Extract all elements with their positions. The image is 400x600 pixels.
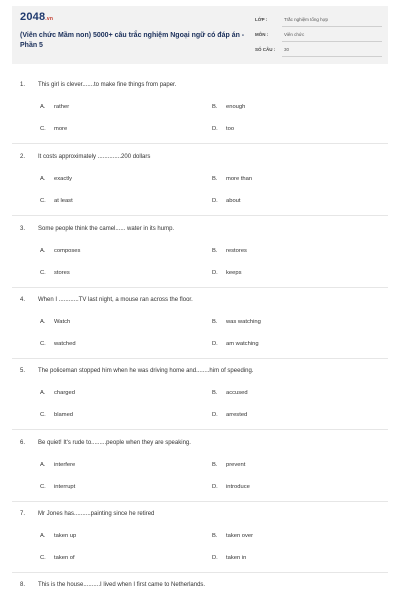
question-divider [12, 572, 388, 573]
document-title: (Viên chức Mầm non) 5000+ câu trắc nghiệm Ngoại ngữ có đáp án - Phần 5 [20, 32, 245, 49]
meta-class-label: LỚP : [255, 17, 268, 22]
meta-count-value: 30 [284, 47, 290, 52]
option-a[interactable]: A. rather [40, 104, 70, 110]
logo-suffix-text: .vn [45, 16, 54, 22]
question-number: 3. [20, 226, 26, 232]
question-text: It costs approximately ..............200 dollars [38, 154, 151, 160]
option-c[interactable]: C. more [40, 126, 68, 132]
question-divider [12, 143, 388, 144]
question-text: When I ............TV last night, a mouse ran across the floor. [38, 297, 193, 303]
option-a[interactable]: A. Watch [40, 319, 71, 325]
option-d[interactable]: D. taken in [212, 555, 247, 561]
option-c[interactable]: C. taken of [40, 555, 75, 561]
question-divider [12, 215, 388, 216]
option-c[interactable]: C. stores [40, 270, 70, 276]
option-a[interactable]: A. composes [40, 248, 81, 254]
question-number: 8. [20, 582, 26, 588]
option-b[interactable]: B. accused [212, 390, 248, 396]
option-a[interactable]: A. taken up [40, 533, 77, 539]
document-header [12, 6, 388, 64]
option-d[interactable]: D. am watching [212, 341, 259, 347]
option-b[interactable]: B. taken over [212, 533, 254, 539]
option-d[interactable]: D. arrested [212, 412, 248, 418]
option-d[interactable]: D. introduce [212, 484, 250, 490]
option-c[interactable]: C. watched [40, 341, 76, 347]
meta-count-label: SỐ CÂU : [255, 47, 276, 52]
question-divider [12, 287, 388, 288]
question-text: This is the house..........I lived when I first came to Netherlands. [38, 582, 206, 588]
question-number: 5. [20, 368, 26, 374]
question-number: 4. [20, 297, 26, 303]
option-c[interactable]: C. interrupt [40, 484, 76, 490]
option-d[interactable]: D. too [212, 126, 235, 132]
question-number: 2. [20, 154, 26, 160]
question-number: 1. [20, 82, 26, 88]
option-b[interactable]: B. was watching [212, 319, 261, 325]
site-logo[interactable] [20, 11, 53, 23]
option-d[interactable]: D. keeps [212, 270, 242, 276]
option-a[interactable]: A. charged [40, 390, 75, 396]
question-text: Be quiet! It's rude to.........people when they are speaking. [38, 440, 191, 446]
question-text: This girl is clever.......to make fine things from paper. [38, 82, 177, 88]
question-text: Some people think the camel...... water in its hump. [38, 226, 175, 232]
option-b[interactable]: B. enough [212, 104, 246, 110]
question-divider [12, 429, 388, 430]
option-a[interactable]: A. exactly [40, 176, 73, 182]
option-b[interactable]: B. more than [212, 176, 253, 182]
question-number: 6. [20, 440, 26, 446]
meta-underline [282, 56, 382, 57]
question-divider [12, 358, 388, 359]
option-c[interactable]: C. at least [40, 198, 73, 204]
question-text: Mr Jones has..........painting since he retired [38, 511, 155, 517]
option-d[interactable]: D. about [212, 198, 241, 204]
question-divider [12, 501, 388, 502]
question-text: The policeman stopped him when he was driving home and........him of speeding. [38, 368, 254, 374]
option-c[interactable]: C. blamed [40, 412, 74, 418]
option-b[interactable]: B. restores [212, 248, 247, 254]
meta-underline [282, 26, 382, 27]
meta-underline [282, 41, 382, 42]
meta-subject-value: Viên chức [284, 32, 305, 37]
meta-subject-label: MÔN : [255, 32, 269, 37]
meta-class-value: Trắc nghiệm tổng hợp [284, 17, 329, 22]
logo-main-text: 2048 [20, 11, 46, 23]
option-a[interactable]: A. interfere [40, 462, 76, 468]
option-b[interactable]: B. prevent [212, 462, 246, 468]
question-number: 7. [20, 511, 26, 517]
